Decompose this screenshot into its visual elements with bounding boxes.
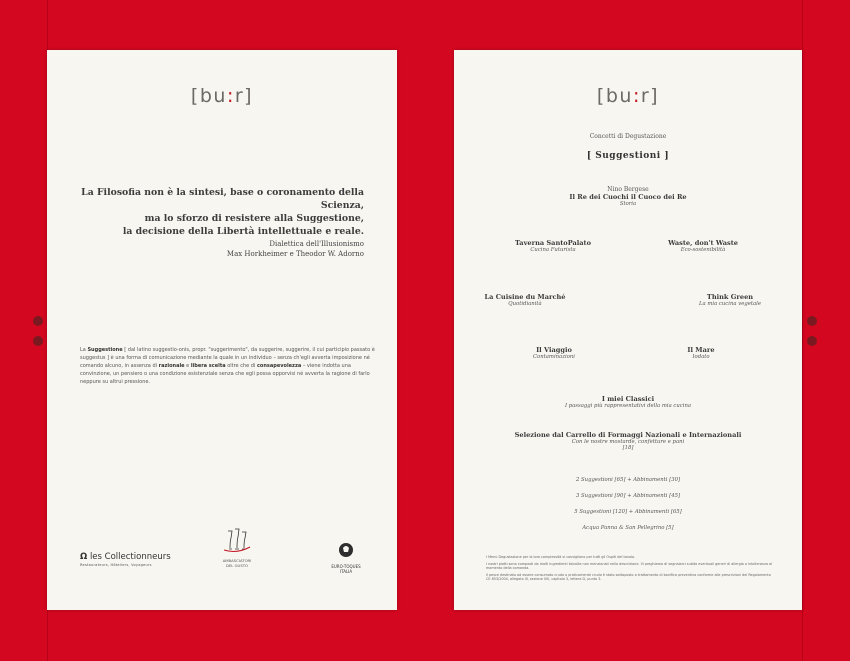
menu-notes: I Menù Degustazione per la loro complessità si consigliano per tutti gli Ospiti del tavolo. I nostri piatti sono composti da molti ingredienti talvolta non menzionati nella descrizione. Vi preghiamo di segnalarci subito eventuali generi di allergia o intolleranza al momento della comanda. Il pesce destinato ad essere consumato crudo o praticamente crudo è stato sottoposto a trattamento di bonifica preventiva conforme alle prescrizioni del Regolamento CE 853/2004, allegato III, sezione VIII, capitolo 3, lettera D, punto 3. [486,555,773,582]
bur-logo: [bu:r] [596,85,660,107]
bur-logo: [bu:r] [190,85,254,107]
eurotoques-logo: EURO-TOQUES ITALIA [328,542,364,574]
quote-line: La Filosofia non è la sintesi, base o coronamento della Scienza, [81,187,364,211]
classics-block: I miei Classici I passaggi più rappresentativi della mia cucina [564,395,692,409]
ring-hole [807,316,817,326]
course-item: La Cuisine du Marché Quotidianità [484,293,566,307]
ambasciatori-logo: AMBASCIATORI DEL GUSTO [215,528,259,568]
omega-icon: Ω [80,552,88,562]
ring-hole [807,336,817,346]
price-line: 3 Suggestioni [90] + Abbinamenti [45] [575,493,681,499]
euro-toques-emblem-icon [338,542,354,558]
suggestion-definition: La Suggestione [ dal latino suggestio-onis, propr. "suggerimento", da suggerire, suggerire, il cui participio passato è suggestus ] è una forma di comunicazione mediante la quale in un individuo – senza ch'egli avverta imposizione né comando alcuno, in assenza di razionale e libera scelta oltre che di consapevolezza – viene indotta una convinzione, un pensiero o una condizione esistenziale senza che egli possa opporvisi né avverta la ragione di farlo neppure su altrui pressione. [80,347,375,385]
citation-title: Dialettica dell'Illusionismo [269,240,364,248]
left-page [47,50,397,610]
philosophy-quote [47,186,364,238]
price-line: 5 Suggestioni [120] + Abbinamenti [65] [574,509,682,515]
course-item: Taverna SantoPalato Cucina Futurista [515,239,591,253]
chef-block [454,186,802,207]
chef-tag: Storia [619,201,637,207]
quote-citation [227,239,364,259]
collectionneurs-logo: Ω les Collectionneurs Restaurateurs, Hôteliers, Voyageurs [80,552,171,567]
quote-line: la decisione della Libertà intellettuale e reale. [122,226,364,237]
ring-hole [33,316,43,326]
concepts-heading: Concetti di Degustazione [589,133,667,140]
course-item: Think Green La mia cucina vegetale [699,293,761,307]
price-line: 2 Suggestioni [65] + Abbinamenti [30] [575,477,681,483]
course-item: Il Mare Iodato [687,346,715,360]
chef-name: Nino Bergese [607,186,649,193]
quote-line: ma lo sforzo di resistere alla Suggestione, [144,213,364,224]
right-fold [802,0,803,661]
chef-subtitle: Il Re dei Cuochi il Cuoco dei Re [569,193,687,201]
glasses-icon [222,528,252,554]
ring-hole [33,336,43,346]
course-item: Waste, don't Waste Eco-sostenibilità [668,239,738,253]
right-page [454,50,802,610]
menu-title: [ Suggestioni ] [586,151,670,161]
course-item: Il Viaggio Contaminazioni [532,346,575,360]
citation-authors: Max Horkheimer e Theodor W. Adorno [226,250,364,258]
cheese-block: Selezione dal Carrello di Formaggi Nazionali e Internazionali Con le nostre mostarde, confetture e pani [18] [514,431,742,451]
price-line: Acqua Panna & San Pellegrino [5] [582,525,674,531]
